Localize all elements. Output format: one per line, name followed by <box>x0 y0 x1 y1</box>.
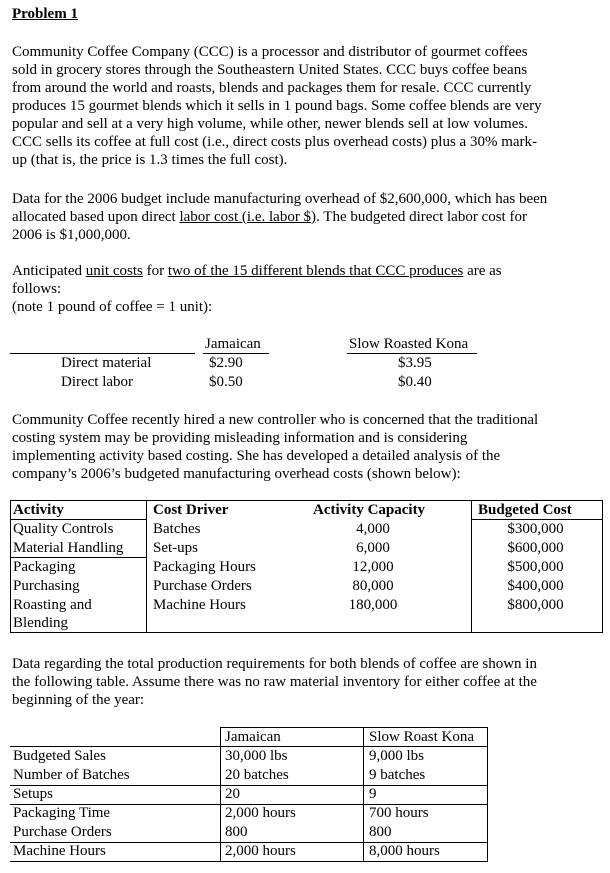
prod-cell: 9 <box>369 786 377 802</box>
abc-cost: $800,000 <box>507 597 564 613</box>
abc-header-capacity: Activity Capacity <box>313 502 426 518</box>
intro-line: produces 15 gourmet blends which it sells in 1 pound bags. Some coffee blends are very <box>12 98 542 114</box>
intro-line: popular and sell at a very high volume, while other, newer blends sell at low volumes. <box>12 116 528 132</box>
prod-cell: 800 <box>369 824 392 840</box>
controller-line: company’s 2006’s budgeted manufacturing overhead costs (shown below): <box>12 466 461 482</box>
abc-capacity: 4,000 <box>356 521 390 537</box>
controller-paragraph <box>12 411 597 483</box>
abc-header-driver: Cost Driver <box>153 502 229 518</box>
prod-cell: 9 batches <box>369 767 426 783</box>
production-line: Data regarding the total production requirements for both blends of coffee are shown in <box>12 656 537 672</box>
cell-value: $3.95 <box>398 355 432 371</box>
prod-col-kona: Slow Roast Kona <box>369 729 474 745</box>
unit-cost-col-jamaican: Jamaican <box>205 336 261 352</box>
prod-cell: 9,000 lbs <box>369 748 425 764</box>
unit-cost-col-kona: Slow Roasted Kona <box>349 336 469 352</box>
row-label: Direct labor <box>61 374 134 390</box>
intro-line: Community Coffee Company (CCC) is a processor and distributor of gourmet coffees <box>12 44 528 60</box>
abc-driver: Purchase Orders <box>153 578 252 594</box>
abc-capacity: 80,000 <box>352 578 394 594</box>
problem-title: Problem 1 <box>12 6 78 22</box>
table-rule <box>203 353 269 354</box>
row-label: Direct material <box>61 355 152 371</box>
prod-cell: 30,000 lbs <box>225 748 288 764</box>
production-line: the following table. Assume there was no raw material inventory for either coffee at the <box>12 674 537 690</box>
abc-capacity: 12,000 <box>352 559 394 575</box>
prod-cell: 20 batches <box>225 767 289 783</box>
budget-line: 2006 is $1,000,000. <box>12 227 131 243</box>
unit-cost-line: follows: <box>12 281 62 297</box>
unit-cost-line: Anticipated unit costs for two of the 15 different blends that CCC produces are as <box>12 263 502 279</box>
controller-line: costing system may be providing misleading information and is considering <box>12 430 468 446</box>
budget-line: Data for the 2006 budget include manufacturing overhead of $2,600,000, which has been <box>12 191 548 207</box>
budget-paragraph <box>12 190 597 244</box>
abc-cost: $400,000 <box>507 578 564 594</box>
abc-driver: Set-ups <box>153 540 198 556</box>
prod-row-label: Machine Hours <box>13 843 106 859</box>
unit-cost-line: (note 1 pound of coffee = 1 unit): <box>12 299 213 315</box>
cell-value: $0.50 <box>209 374 243 390</box>
prod-cell: 2,000 hours <box>225 805 296 821</box>
prod-cell: 700 hours <box>369 805 429 821</box>
prod-col-jamaican: Jamaican <box>225 729 281 745</box>
abc-header-cost: Budgeted Cost <box>478 502 572 518</box>
intro-line: up (that is, the price is 1.3 times the full cost). <box>12 152 288 168</box>
abc-driver: Batches <box>153 521 201 537</box>
prod-row-label: Purchase Orders <box>13 824 112 840</box>
production-paragraph <box>12 655 597 709</box>
abc-activity: Roasting and <box>13 597 92 613</box>
cell-value: $2.90 <box>209 355 243 371</box>
intro-line: from around the world and roasts, blends and packages them for resale. CCC currently <box>12 80 532 96</box>
production-line: beginning of the year: <box>12 692 145 708</box>
budget-line: allocated based upon direct labor cost (i.e. labor $). The budgeted direct labor cost for <box>12 209 527 225</box>
cell-value: $0.40 <box>398 374 432 390</box>
abc-capacity: 180,000 <box>348 597 398 613</box>
abc-cost: $300,000 <box>507 521 564 537</box>
intro-line: CCC sells its coffee at full cost (i.e., direct costs plus overhead costs) plus a 30% mark- <box>12 134 538 150</box>
abc-activity-cont: Blending <box>13 615 68 631</box>
abc-activity: Quality Controls <box>13 521 114 537</box>
unit-cost-paragraph <box>12 262 597 316</box>
prod-cell: 800 <box>225 824 248 840</box>
abc-driver: Packaging Hours <box>153 559 256 575</box>
prod-row-label: Budgeted Sales <box>13 748 106 764</box>
prod-row-label: Setups <box>13 786 54 802</box>
abc-activity: Packaging <box>13 559 76 575</box>
abc-capacity: 6,000 <box>356 540 390 556</box>
prod-row-label: Packaging Time <box>13 805 111 821</box>
abc-header-activity: Activity <box>13 502 64 518</box>
abc-cost: $500,000 <box>507 559 564 575</box>
abc-activity: Purchasing <box>13 578 80 594</box>
intro-line: sold in grocery stores through the Southeastern United States. CCC buys coffee beans <box>12 62 528 78</box>
intro-paragraph <box>12 43 597 169</box>
prod-cell: 20 <box>225 786 240 802</box>
abc-activity: Material Handling <box>13 540 124 556</box>
labor-cost-underlined: labor cost (i.e. labor $) <box>179 209 317 225</box>
controller-line: implementing activity based costing. She has developed a detailed analysis of the <box>12 448 501 464</box>
controller-line: Community Coffee recently hired a new controller who is concerned that the traditional <box>12 412 539 428</box>
abc-cost: $600,000 <box>507 540 564 556</box>
table-rule <box>10 353 195 354</box>
prod-cell: 8,000 hours <box>369 843 440 859</box>
prod-cell: 2,000 hours <box>225 843 296 859</box>
table-rule <box>347 353 477 354</box>
abc-driver: Machine Hours <box>153 597 246 613</box>
prod-row-label: Number of Batches <box>13 767 130 783</box>
